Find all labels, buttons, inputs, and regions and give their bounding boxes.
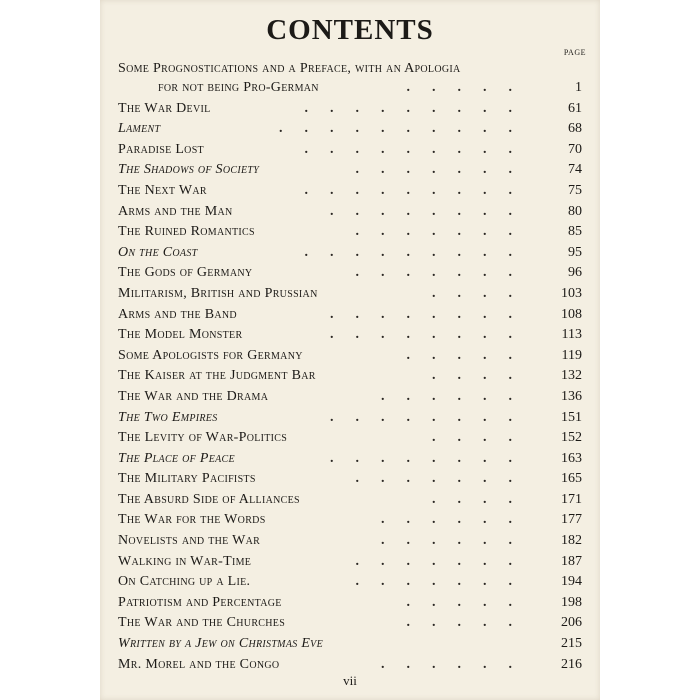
toc-entry xyxy=(118,99,582,120)
dot-leaders: ....... xyxy=(355,265,534,281)
contents-list xyxy=(118,59,582,675)
toc-entry-page: 206 xyxy=(561,615,582,631)
dot-leaders: ......... xyxy=(304,141,534,157)
toc-entry-page: 68 xyxy=(568,121,582,137)
toc-entry-title: The Absurd Side of Alliances xyxy=(118,491,300,507)
toc-entry-page: 108 xyxy=(561,306,582,322)
toc-entry xyxy=(118,325,582,346)
toc-entry-title: The War for the Words xyxy=(118,512,266,528)
toc-entry xyxy=(118,181,582,202)
toc-entry-title: Novelists and the War xyxy=(118,533,261,549)
toc-entry xyxy=(118,222,582,243)
toc-entry-page: 198 xyxy=(561,594,582,610)
dot-leaders: ....... xyxy=(355,553,534,569)
toc-entry xyxy=(118,78,582,99)
toc-entry-page: 132 xyxy=(561,368,582,384)
toc-entry-page: 103 xyxy=(561,285,582,301)
toc-entry-title: The War and the Drama xyxy=(118,388,269,404)
dot-leaders: ..... xyxy=(406,594,534,610)
toc-entry-title: Mr. Morel and the Congo xyxy=(118,656,280,672)
toc-entry-title: The Place of Peace xyxy=(118,450,235,466)
toc-entry-title: Some Prognostications and a Preface, with an Apologia xyxy=(118,61,461,76)
dot-leaders: .... xyxy=(432,368,534,384)
page-title: CONTENTS xyxy=(266,14,434,46)
dot-leaders: ........ xyxy=(330,306,534,322)
dot-leaders: ...... xyxy=(381,512,534,528)
toc-entry xyxy=(118,119,582,140)
toc-entry xyxy=(118,160,582,181)
toc-entry-page: 96 xyxy=(568,265,582,281)
toc-entry-page: 70 xyxy=(568,141,582,157)
toc-entry-title: Some Apologists for Germany xyxy=(118,347,303,363)
dot-leaders: ........ xyxy=(330,327,534,343)
toc-entry-page: 75 xyxy=(568,182,582,198)
dot-leaders: ........ xyxy=(330,203,534,219)
toc-entry xyxy=(118,552,582,573)
toc-entry-page: 1 xyxy=(575,80,582,95)
toc-entry xyxy=(118,531,582,552)
toc-entry-title: The Model Monster xyxy=(118,327,243,343)
toc-entry-page: 171 xyxy=(561,491,582,507)
toc-entry-title: On the Coast xyxy=(118,244,198,260)
toc-entry-page: 80 xyxy=(568,203,582,219)
toc-entry-page: 61 xyxy=(568,100,582,116)
toc-entry xyxy=(118,428,582,449)
toc-entry-page: 163 xyxy=(561,450,582,466)
page-column-label: PAGE xyxy=(563,48,586,57)
dot-leaders: ......... xyxy=(304,100,534,116)
dot-leaders: ....... xyxy=(355,471,534,487)
toc-entry-title: for not being Pro-German xyxy=(158,80,319,95)
dot-leaders: ......... xyxy=(304,182,534,198)
dot-leaders: ...... xyxy=(381,388,534,404)
toc-entry xyxy=(118,263,582,284)
toc-entry xyxy=(118,490,582,511)
toc-entry xyxy=(118,449,582,470)
toc-entry-page: 151 xyxy=(561,409,582,425)
dot-leaders: ........ xyxy=(330,409,534,425)
toc-entry xyxy=(118,140,582,161)
toc-entry-page: 152 xyxy=(561,430,582,446)
toc-entry-page: 74 xyxy=(568,162,582,178)
dot-leaders: .... xyxy=(432,430,534,446)
dot-leaders: ........ xyxy=(330,450,534,466)
dot-leaders: ....... xyxy=(355,162,534,178)
toc-entry-page: 95 xyxy=(568,244,582,260)
toc-entry-title: Arms and the Man xyxy=(118,203,233,219)
dot-leaders: ...... xyxy=(381,533,534,549)
toc-entry-title: Walking in War-Time xyxy=(118,553,252,569)
toc-entry xyxy=(118,387,582,408)
toc-entry-page: 182 xyxy=(561,533,582,549)
dot-leaders: .......... xyxy=(279,121,534,137)
dot-leaders: .... xyxy=(432,285,534,301)
toc-entry xyxy=(118,634,582,655)
toc-entry-title: Lament xyxy=(118,121,161,137)
toc-entry-title: The War and the Churches xyxy=(118,615,286,631)
toc-entry-page: 216 xyxy=(561,656,582,672)
dot-leaders: ....... xyxy=(355,224,534,240)
toc-entry-page: 194 xyxy=(561,574,582,590)
toc-entry xyxy=(118,469,582,490)
toc-entry-title: The War Devil xyxy=(118,100,211,116)
toc-entry-page: 136 xyxy=(561,388,582,404)
toc-entry xyxy=(118,510,582,531)
toc-entry-title: The Kaiser at the Judgment Bar xyxy=(118,368,316,384)
toc-entry xyxy=(118,572,582,593)
toc-entry-title: Arms and the Band xyxy=(118,306,237,322)
toc-entry xyxy=(118,243,582,264)
toc-entry-title: The Gods of Germany xyxy=(118,265,253,281)
page-folio: vii xyxy=(343,673,357,688)
dot-leaders: ...... xyxy=(381,656,534,672)
toc-entry-title: Patriotism and Percentage xyxy=(118,594,282,610)
dot-leaders: ..... xyxy=(406,615,534,631)
toc-entry-title: The Next War xyxy=(118,182,207,198)
toc-entry xyxy=(118,593,582,614)
toc-entry-page: 187 xyxy=(561,553,582,569)
toc-entry-title: Militarism, British and Prussian xyxy=(118,285,318,301)
toc-entry-title: The Levity of War-Politics xyxy=(118,430,288,446)
toc-entry-title: The Ruined Romantics xyxy=(118,224,255,240)
toc-entry-title: Paradise Lost xyxy=(118,141,204,157)
book-page xyxy=(100,0,600,700)
toc-entry-title: Written by a Jew on Christmas Eve xyxy=(118,636,323,652)
toc-entry xyxy=(118,346,582,367)
dot-leaders: ......... xyxy=(304,244,534,260)
dot-leaders: .... xyxy=(432,491,534,507)
toc-entry-page: 119 xyxy=(561,347,582,363)
dot-leaders: ..... xyxy=(406,347,534,363)
toc-entry xyxy=(118,613,582,634)
toc-entry-title: The Shadows of Society xyxy=(118,162,260,178)
toc-entry-page: 177 xyxy=(561,512,582,528)
toc-entry-title: The Two Empires xyxy=(118,409,218,425)
toc-entry xyxy=(118,59,582,78)
dot-leaders: ..... xyxy=(406,80,534,95)
toc-entry xyxy=(118,366,582,387)
dot-leaders: ....... xyxy=(355,574,534,590)
toc-entry-page: 113 xyxy=(561,327,582,343)
toc-entry-page: 215 xyxy=(561,636,582,652)
toc-entry xyxy=(118,202,582,223)
toc-entry-title: On Catching up a Lie. xyxy=(118,574,251,590)
toc-entry-title: The Military Pacifists xyxy=(118,471,256,487)
toc-entry-page: 165 xyxy=(561,471,582,487)
toc-entry-page: 85 xyxy=(568,224,582,240)
toc-entry xyxy=(118,284,582,305)
toc-entry xyxy=(118,408,582,429)
toc-entry xyxy=(118,305,582,326)
